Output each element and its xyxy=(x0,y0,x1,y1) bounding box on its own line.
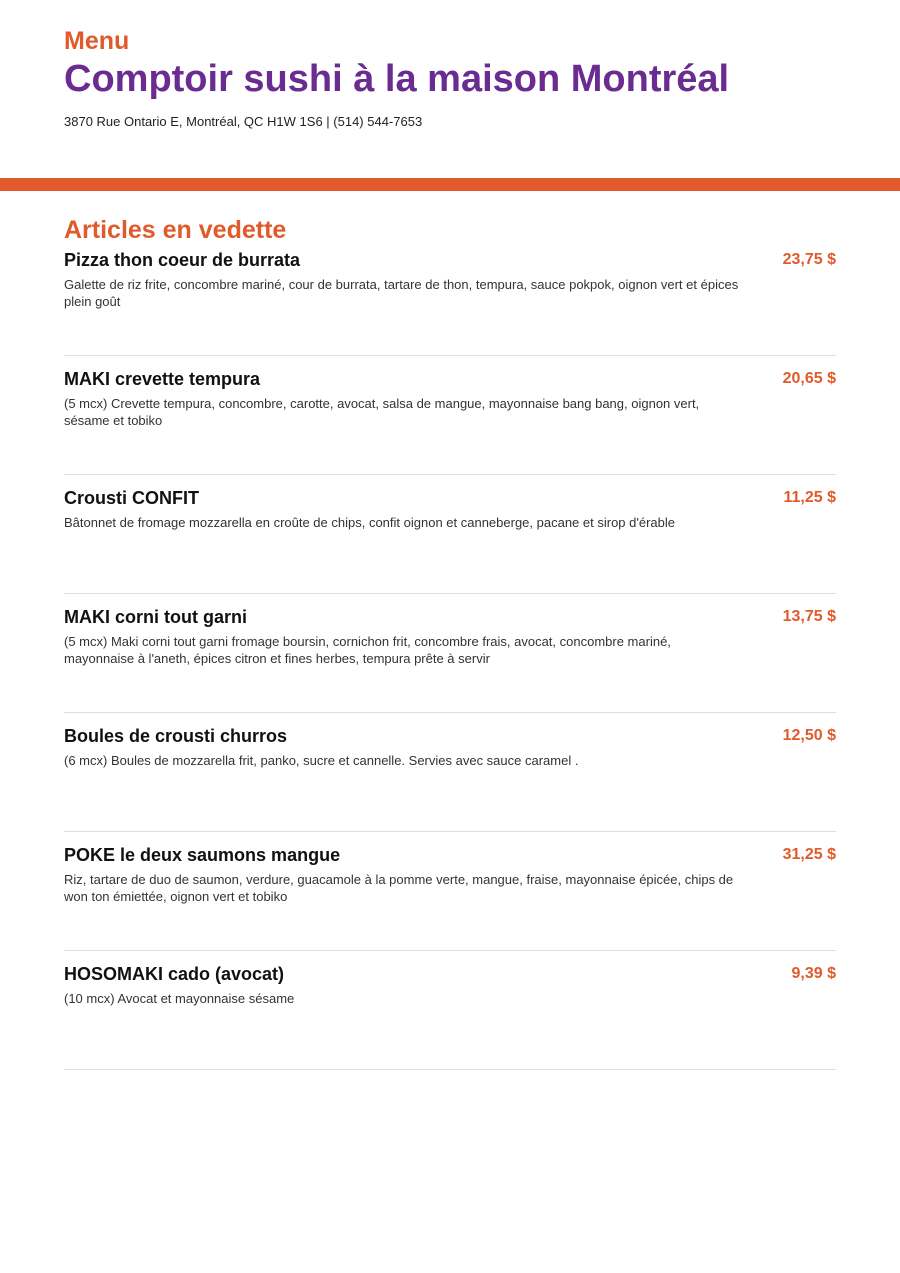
menu-item[interactable] xyxy=(64,832,836,951)
menu-item-description: (5 mcx) Crevette tempura, concombre, carotte, avocat, salsa de mangue, mayonnaise bang bang, oignon vert, sésame et tobiko xyxy=(64,396,700,428)
menu-item[interactable] xyxy=(64,951,836,1070)
menu-item[interactable] xyxy=(64,713,836,832)
restaurant-address: 3870 Rue Ontario E, Montréal, QC H1W 1S6 | (514) 544-7653 xyxy=(64,114,423,129)
menu-item-name: MAKI corni tout garni xyxy=(64,607,247,627)
featured-section xyxy=(64,216,836,1070)
menu-item-description: Galette de riz frite, concombre mariné, cour de burrata, tartare de thon, tempura, sauce pokpok, oignon vert et épices plein goût xyxy=(64,277,739,309)
menu-item-name: Pizza thon coeur de burrata xyxy=(64,250,301,270)
restaurant-name: Comptoir sushi à la maison Montréal xyxy=(64,58,730,100)
menu-header xyxy=(64,26,844,130)
section-title: Articles en vedette xyxy=(64,216,287,244)
menu-item-name: Crousti CONFIT xyxy=(64,488,199,508)
menu-item-description: (10 mcx) Avocat et mayonnaise sésame xyxy=(64,991,295,1006)
menu-item[interactable] xyxy=(64,594,836,713)
menu-item-description: (5 mcx) Maki corni tout garni fromage boursin, cornichon frit, concombre frais, avocat, concombre mariné, mayonnaise à l'aneth, épices citron et fines herbes, tempura prête à servir xyxy=(64,634,671,666)
menu-item-list xyxy=(64,244,836,1070)
menu-item-price: 23,75 $ xyxy=(782,251,836,268)
menu-item-price: 12,50 $ xyxy=(782,727,836,744)
menu-item-name: Boules de crousti churros xyxy=(64,726,288,746)
menu-label: Menu xyxy=(64,27,130,55)
menu-item[interactable] xyxy=(64,244,836,356)
menu-item-price: 31,25 $ xyxy=(782,846,836,863)
menu-item-price: 13,75 $ xyxy=(782,608,836,625)
menu-item-price: 11,25 $ xyxy=(783,489,836,506)
menu-item-name: MAKI crevette tempura xyxy=(64,369,261,389)
menu-item-name: HOSOMAKI cado (avocat) xyxy=(64,964,285,984)
menu-item[interactable] xyxy=(64,356,836,475)
menu-item[interactable] xyxy=(64,475,836,594)
accent-divider-bar xyxy=(0,178,900,191)
menu-item-name: POKE le deux saumons mangue xyxy=(64,845,341,865)
menu-item-price: 9,39 $ xyxy=(791,965,836,982)
menu-item-description: (6 mcx) Boules de mozzarella frit, panko, sucre et cannelle. Servies avec sauce caramel . xyxy=(64,753,579,768)
menu-item-description: Riz, tartare de duo de saumon, verdure, guacamole à la pomme verte, mangue, fraise, mayonnaise épicée, chips de won ton émiettée, oignon vert et tobiko xyxy=(64,872,734,904)
menu-item-description: Bâtonnet de fromage mozzarella en croûte de chips, confit oignon et canneberge, pacane et sirop d'érable xyxy=(64,515,675,530)
menu-item-price: 20,65 $ xyxy=(782,370,836,387)
